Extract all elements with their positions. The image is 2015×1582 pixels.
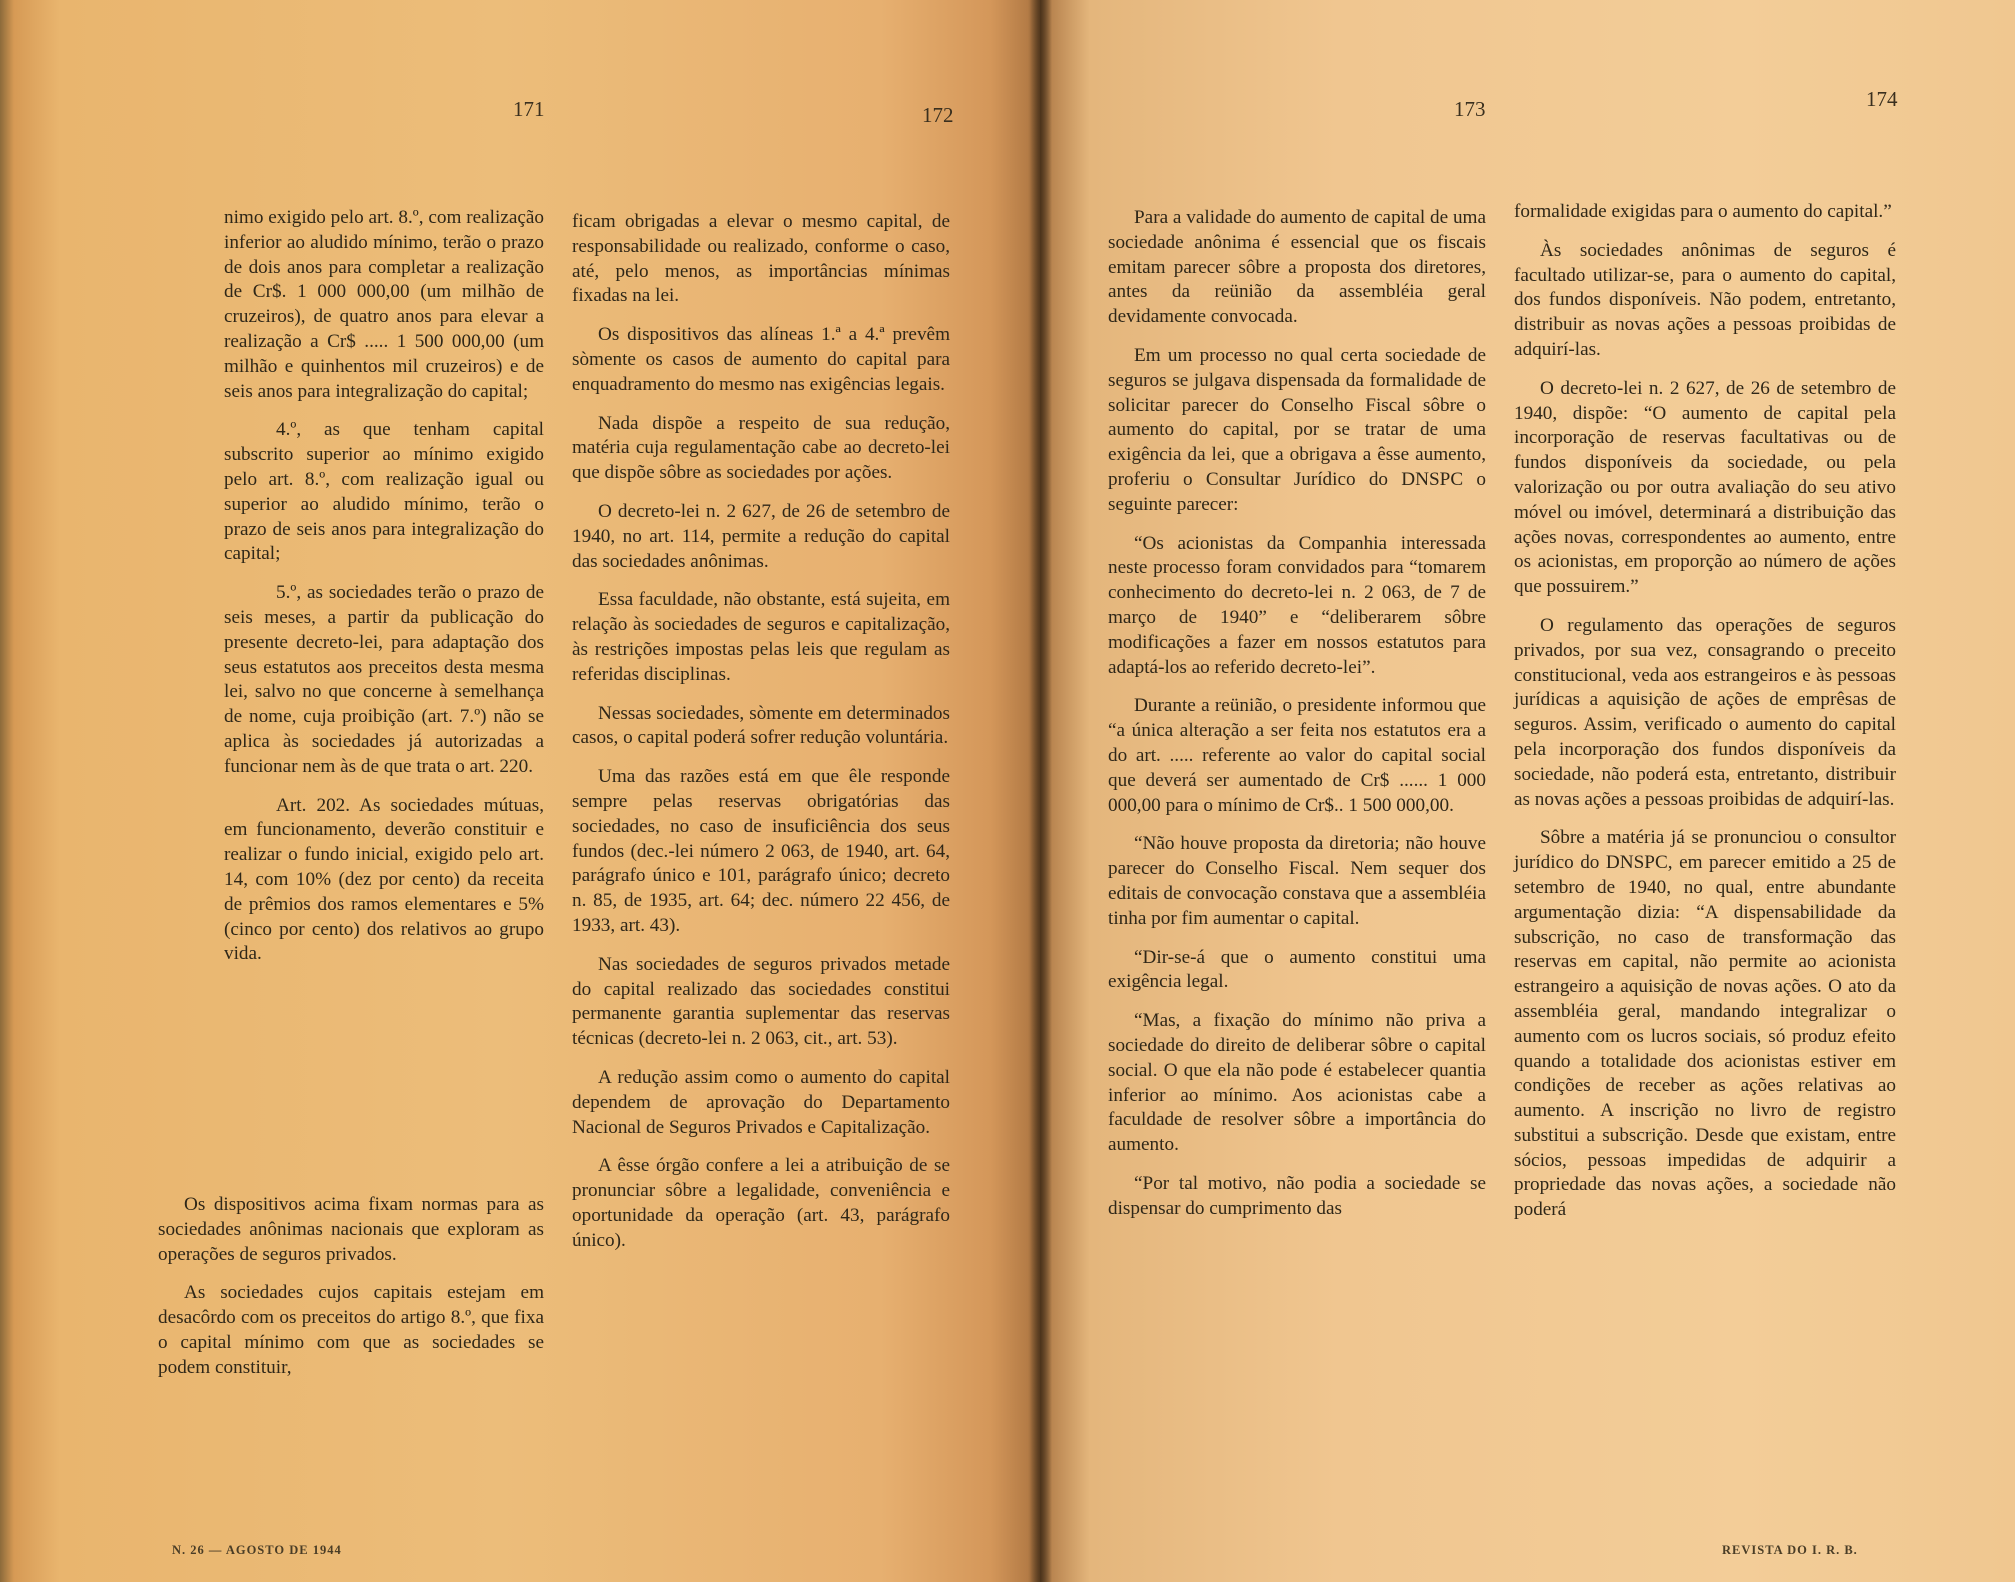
footer-issue: N. 26 — AGOSTO DE 1944 (172, 1543, 342, 1557)
paragraph: Às sociedades anônimas de seguros é facultado utilizar-se, para o aumento do capital, dos fundos disponíveis. Não podem, entretanto, distribuir as novas ações a pessoas proibidas de adquirí-las. (1514, 239, 1896, 360)
paragraph: O regulamento das operações de seguros privados, por sua vez, consagrando o preceito constitucional, veda aos estrangeiros e às pessoas jurídicas a aquisição de ações de emprêsas de seguros. Assim, verificado o aumento do capital pela incorporação dos fundos disponíveis da sociedade, não poderá esta, entretanto, distribuir as novas ações a pessoas proibidas de adquirí-las. (1514, 614, 1896, 810)
paragraph: 5.º, as sociedades terão o prazo de seis meses, a partir da publicação do presente decreto-lei, para adaptação dos seus estatutos aos preceitos desta mesma lei, salvo no que concerne à semelhança de nome, cuja proibição (art. 7.º) não se aplica às sociedades já autorizadas a funcionar nem às de que trata o art. 220. (224, 582, 544, 777)
paragraph: Sôbre a matéria já se pronunciou o consultor jurídico do DNSPC, em parecer emitido a 25 de setembro de 1940, no qual, entre abundante argumentação dizia: “A dispensabilidade da subscrição, no caso de transformação das reservas em capital, não permite ao acionista estrangeiro a aquisição de novas ações. O ato da assembléia geral, mandando integralizar o aumento com os lucros sociais, só produz efeito quando a totalidade dos acionistas estiver em condições de receber as ações relativas ao aumento. A inscrição no livro de registro substitui a subscrição. Desde que existam, entre sócios, pessoas impedidas de adquirir a propriedade das novas ações, a sociedade não poderá (1514, 827, 1896, 1221)
text-column-1-continuation (158, 1193, 544, 1395)
paragraph: ficam obrigadas a elevar o mesmo capital, de responsabilidade ou realizado, conforme o caso, até, pelo menos, as importâncias mínimas fixadas na lei. (572, 211, 950, 307)
paragraph: nimo exigido pelo art. 8.º, com realização inferior ao aludido mínimo, terão o prazo de dois anos para completar a realização de Cr$. 1 000 000,00 (um milhão de cruzeiros), de quatro anos para elevar a realização a Cr$ ..... 1 500 000,00 (um milhão e quinhentos mil cruzeiros) e de seis anos para integralização do capital; (224, 207, 544, 402)
book-spine (1028, 0, 1052, 1582)
paragraph: Uma das razões está em que êle responde sempre pelas reservas obrigatórias das sociedades, no caso de insuficiência dos seus fundos (dec.-lei número 2 063, de 1940, art. 64, parágrafo único e 101, parágrafo único; decreto n. 85, de 1935, art. 64; dec. número 22 456, de 1933, art. 43). (572, 766, 950, 936)
paragraph: Durante a reünião, o presidente informou que “a única alteração a ser feita nos estatutos era a do art. ..... referente ao valor do capital social que deverá ser aumentado de Cr$ ...... 1 000 000,00 para o mínimo de Cr$.. 1 500 000,00. (1108, 695, 1486, 816)
text-column-4 (1514, 200, 1896, 1237)
paragraph: Em um processo no qual certa sociedade de seguros se julgava dispensada da formalidade de solicitar parecer do Conselho Fiscal sôbre o aumento do capital, por se tratar de uma exigência da lei, que a obrigava a êsse aumento, proferiu o Consultar Jurídico do DNSPC o seguinte parecer: (1108, 344, 1486, 515)
footer-journal: REVISTA DO I. R. B. (1722, 1543, 1858, 1557)
page-number-172: 172 (922, 103, 954, 127)
paragraph: A êsse órgão confere a lei a atribuição de se pronunciar sôbre a legalidade, conveniência e oportunidade da operação (art. 43, parágrafo único). (572, 1155, 950, 1251)
paragraph: Nada dispõe a respeito de sua redução, matéria cuja regulamentação cabe ao decreto-lei que dispõe sôbre as sociedades por ações. (572, 412, 950, 484)
paragraph: 4.º, as que tenham capital subscrito superior ao mínimo exigido pelo art. 8.º, com realização igual ou superior ao aludido mínimo, terão o prazo de seis anos para integralização do capital; (224, 419, 544, 565)
paragraph: “Mas, a fixação do mínimo não priva a sociedade do direito de deliberar sôbre o capital social. O que ela não pode é estabelecer quantia inferior ao mínimo. Aos acionistas cabe a faculdade de resolver sôbre a importância do aumento. (1108, 1010, 1486, 1156)
page-number-173: 173 (1454, 97, 1486, 121)
page-number-174: 174 (1866, 87, 1898, 111)
paragraph: “Por tal motivo, não podia a sociedade se dispensar do cumprimento das (1108, 1172, 1486, 1219)
paragraph: formalidade exigidas para o aumento do capital.” (1514, 201, 1892, 222)
paragraph: O decreto-lei n. 2 627, de 26 de setembro de 1940, no art. 114, permite a redução do capital das sociedades anônimas. (572, 500, 950, 572)
text-column-1 (224, 206, 544, 981)
paragraph: “Dir-se-á que o aumento constitui uma exigência legal. (1108, 946, 1486, 993)
paragraph: “Não houve proposta da diretoria; não houve parecer do Conselho Fiscal. Nem sequer dos editais de convocação constava que a assembléia tinha por fim aumentar o capital. (1108, 833, 1486, 929)
paragraph: Essa faculdade, não obstante, está sujeita, em relação às sociedades de seguros e capitalização, às restrições impostas pelas leis que regulam as referidas disciplinas. (572, 589, 950, 685)
paragraph: Os dispositivos acima fixam normas para as sociedades anônimas nacionais que exploram as operações de seguros privados. (158, 1194, 544, 1265)
paragraph: As sociedades cujos capitais estejam em desacôrdo com os preceitos do artigo 8.º, que fixa o capital mínimo com que as sociedades se podem constituir, (158, 1282, 544, 1378)
paragraph: Art. 202. As sociedades mútuas, em funcionamento, deverão constituir e realizar o fundo inicial, exigido pelo art. 14, com 10% (dez por cento) da receita de prêmios dos ramos elementares e 5% (cinco por cento) dos relativos ao grupo vida. (224, 794, 544, 965)
page-number-171: 171 (513, 97, 545, 121)
paragraph: Os dispositivos das alíneas 1.ª a 4.ª prevêm sòmente os casos de aumento do capital para enquadramento do mesmo nas exigências legais. (572, 324, 950, 395)
paragraph: Nas sociedades de seguros privados metade do capital realizado das sociedades constitui permanente garantia suplementar das reservas técnicas (decreto-lei n. 2 063, cit., art. 53). (572, 953, 950, 1050)
text-column-2 (572, 210, 950, 1267)
paragraph: “Os acionistas da Companhia interessada neste processo foram convidados para “tomarem conhecimento do decreto-lei n. 2 063, de 7 de março de 1940” e “deliberarem sôbre modificações a fazer em nossos estatutos para adaptá-los ao referido decreto-lei”. (1108, 532, 1486, 678)
paragraph: Para a validade do aumento de capital de uma sociedade anônima é essencial que os fiscais emitam parecer sôbre a proposta dos diretores, antes da reünião da assembléia geral devidamente convocada. (1108, 207, 1486, 328)
paragraph: O decreto-lei n. 2 627, de 26 de setembro de 1940, dispõe: “O aumento de capital pela incorporação de reservas facultativas ou de fundos disponíveis da sociedade, ou pela valorização ou por outra avaliação do seu ativo móvel ou imóvel, determinará a distribuição das ações novas, correspondentes ao aumento, entre os acionistas, em proporção ao número de ações que possuirem.” (1514, 377, 1896, 598)
text-column-3 (1108, 206, 1486, 1235)
paragraph: Nessas sociedades, sòmente em determinados casos, o capital poderá sofrer redução voluntária. (572, 702, 950, 749)
paragraph: A redução assim como o aumento do capital dependem de aprovação do Departamento Nacional de Seguros Privados e Capitalização. (572, 1066, 950, 1138)
